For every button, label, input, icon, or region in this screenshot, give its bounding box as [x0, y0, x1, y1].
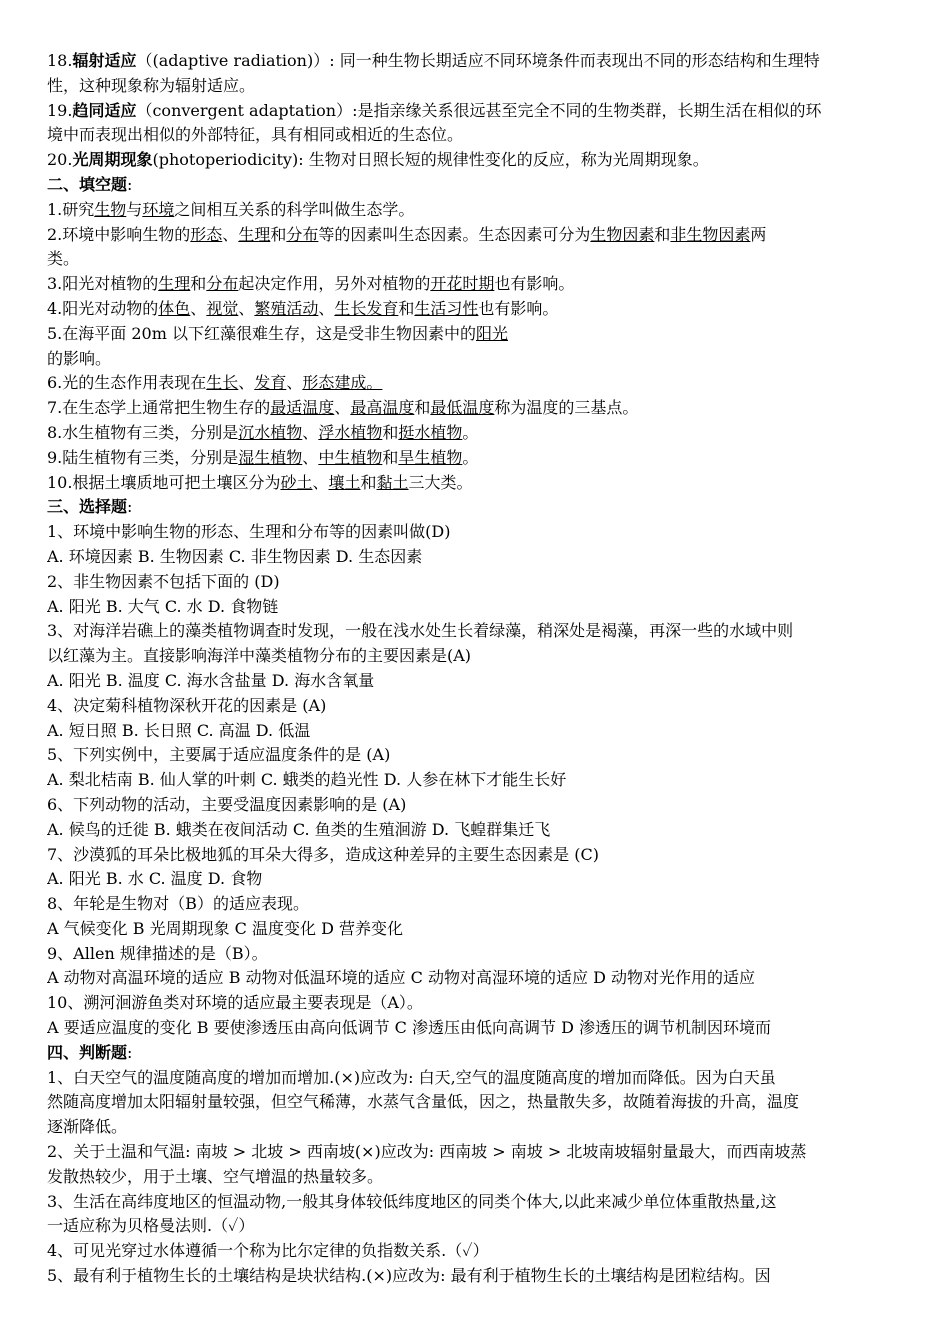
text-line — [47, 198, 906, 223]
text-segment: 性，这种现象称为辐射适应。 — [47, 75, 256, 95]
text-segment: 1、白天空气的温度随高度的增加而增加.(×)应改为: 白天,空气的温度随高度的增加而降低。因为白天虽 — [47, 1067, 776, 1087]
underlined-answer: 旱生植物 — [398, 447, 463, 467]
text-segment: 和 — [382, 447, 399, 467]
underlined-answer: 生理 — [238, 224, 271, 244]
text-line — [47, 1214, 906, 1239]
text-segment: 、 — [238, 373, 255, 393]
underlined-answer: 生活习性 — [414, 298, 479, 318]
underlined-answer: 。 — [366, 373, 383, 393]
text-segment: 起决定作用，另外对植物的 — [238, 274, 431, 294]
text-segment: 称为温度的三基点。 — [494, 398, 639, 418]
text-line — [47, 843, 906, 868]
text-line — [47, 694, 906, 719]
text-segment: 5、最有利于植物生长的土壤结构是块状结构.(×)应改为: 最有利于植物生长的土壤结构是团粒结构。因 — [47, 1266, 771, 1286]
underlined-answer: 分布 — [286, 224, 319, 244]
underlined-answer: 生长 — [206, 373, 239, 393]
text-segment: A. 阳光 B. 温度 C. 海水含盐量 D. 海水含氧量 — [47, 670, 375, 690]
text-line — [47, 892, 906, 917]
text-segment: 和 — [382, 422, 399, 442]
text-segment: : — [127, 174, 133, 194]
text-segment: A. 候鸟的迁徙 B. 蛾类在夜间活动 C. 鱼类的生殖洄游 D. 飞蝗群集迁飞 — [47, 819, 551, 839]
text-segment: 1、环境中影响生物的形态、生理和分布等的因素叫做(D) — [47, 522, 451, 542]
text-segment: 2、关于土温和气温: 南坡 > 北坡 > 西南坡(×)应改为: 西南坡 > 南坡 > 北坡南坡辐射量最大，而西南坡蒸 — [47, 1142, 807, 1162]
underlined-answer: 最高温度 — [350, 398, 415, 418]
text-segment: 境中而表现出相似的外部特征，具有相同或相近的生态位。 — [47, 125, 464, 145]
text-line — [47, 1115, 906, 1140]
bold-term: 辐射适应 — [72, 51, 137, 70]
text-segment: 两 — [750, 224, 767, 244]
underlined-answer: 开花时期 — [430, 274, 495, 294]
bold-term: 二、填空题 — [47, 174, 128, 194]
text-segment: 和 — [360, 472, 377, 492]
text-segment: 、 — [312, 472, 329, 492]
bold-term: 三、选择题 — [47, 497, 128, 517]
text-segment: 一适应称为贝格曼法则.（✓） — [47, 1216, 255, 1236]
text-segment: 、 — [238, 298, 255, 318]
text-segment: 3.阳光对植物的 — [47, 274, 159, 294]
text-line — [47, 1264, 906, 1289]
bold-term: 趋同适应 — [72, 100, 137, 120]
text-line — [47, 966, 906, 991]
underlined-answer: 视觉 — [206, 298, 239, 318]
text-segment: 以红藻为主。直接影响海洋中藻类植物分布的主要因素是(A) — [47, 646, 472, 666]
text-line — [47, 347, 906, 372]
text-line — [47, 1041, 906, 1066]
text-segment: 与 — [126, 199, 143, 219]
underlined-answer: 生理 — [158, 274, 191, 294]
text-segment: （convergent adaptation）:是指亲缘关系很远甚至完全不同的生物类群，长期生活在相似的环 — [136, 100, 822, 120]
text-line — [47, 1090, 906, 1115]
text-line — [47, 743, 906, 768]
text-line — [47, 74, 906, 99]
underlined-answer: 挺水植物 — [398, 422, 463, 442]
underlined-answer: 生物 — [94, 199, 127, 219]
text-segment: 也有影响。 — [478, 298, 559, 318]
underlined-answer: 砂土 — [280, 472, 313, 492]
underlined-answer: 沉水植物 — [238, 422, 303, 442]
text-line — [47, 520, 906, 545]
text-segment: 然随高度增加太阳辐射量较强，但空气稀薄，水蒸气含量低，因之，热量散失多，故随着海拔的升高，温度 — [47, 1092, 800, 1112]
text-segment: 、 — [318, 298, 335, 318]
underlined-answer: 体色 — [158, 298, 191, 318]
text-segment: 、 — [222, 224, 239, 244]
text-segment: 。 — [462, 447, 479, 467]
text-line — [47, 942, 906, 967]
text-line — [47, 768, 906, 793]
text-segment: 、 — [190, 298, 207, 318]
text-segment: A. 短日照 B. 长日照 C. 高温 D. 低温 — [47, 720, 311, 740]
text-line — [47, 595, 906, 620]
text-line — [47, 99, 906, 124]
text-segment: 5、下列实例中，主要属于适应温度条件的是 (A) — [47, 745, 391, 765]
text-line — [47, 471, 906, 496]
text-line — [47, 495, 906, 520]
text-line — [47, 991, 906, 1016]
text-segment: A 动物对高温环境的适应 B 动物对低温环境的适应 C 动物对高湿环境的适应 D 动物对光作用的适应 — [47, 968, 755, 988]
underlined-answer: 浮水植物 — [318, 422, 383, 442]
bold-term: 四、判断题 — [47, 1042, 128, 1062]
text-segment: 6.光的生态作用表现在 — [47, 373, 207, 393]
text-segment: 10、溯河洄游鱼类对环境的适应最主要表现是（A）。 — [47, 993, 423, 1013]
underlined-answer: 最低温度 — [430, 398, 495, 418]
text-segment: 和 — [398, 298, 415, 318]
text-line — [47, 1190, 906, 1215]
text-line — [47, 371, 906, 396]
text-segment: 的影响。 — [47, 348, 112, 368]
text-segment: A 气候变化 B 光周期现象 C 温度变化 D 营养变化 — [47, 918, 403, 938]
underlined-answer: 黏土 — [376, 472, 409, 492]
text-line — [47, 1016, 906, 1041]
text-line — [47, 421, 906, 446]
text-segment: 19. — [47, 100, 73, 120]
text-segment: 和 — [190, 274, 207, 294]
text-line — [47, 917, 906, 942]
text-segment: 4、决定菊科植物深秋开花的因素是 (A) — [47, 695, 327, 715]
text-segment: A. 环境因素 B. 生物因素 C. 非生物因素 D. 生态因素 — [47, 546, 423, 566]
text-segment: 1.研究 — [47, 199, 95, 219]
text-line — [47, 247, 906, 272]
text-segment: 和 — [414, 398, 431, 418]
text-segment: 三大类。 — [408, 472, 473, 492]
underlined-answer: 生物因素 — [590, 224, 655, 244]
text-segment: 9.陆生植物有三类，分别是 — [47, 447, 239, 467]
text-line — [47, 446, 906, 471]
text-segment: 。 — [462, 422, 479, 442]
text-line — [47, 1140, 906, 1165]
text-segment: (photoperiodicity): 生物对日照长短的规律性变化的反应，称为光周期现象。 — [152, 150, 709, 170]
text-line — [47, 669, 906, 694]
underlined-answer: 非生物因素 — [670, 224, 751, 244]
underlined-answer: 形态 — [190, 224, 223, 244]
text-segment: 3、对海洋岩礁上的藻类植物调查时发现，一般在浅水处生长着绿藻，稍深处是褐藻，再深一些的水域中则 — [47, 621, 794, 641]
text-segment: 3、生活在高纬度地区的恒温动物,一般其身体较低纬度地区的同类个体大,以此来减少单位体重散热量,这 — [47, 1191, 777, 1211]
text-segment: A. 阳光 B. 水 C. 温度 D. 食物 — [47, 869, 263, 889]
underlined-answer: 环境 — [142, 199, 175, 219]
underlined-answer: 形态建成 — [302, 373, 367, 393]
text-segment: 和 — [270, 224, 287, 244]
text-line — [47, 644, 906, 669]
text-segment: 也有影响。 — [494, 274, 575, 294]
text-segment: 和 — [654, 224, 671, 244]
text-line — [47, 818, 906, 843]
text-segment: 4、可见光穿过水体遵循一个称为比尔定律的负指数关系.（✓） — [47, 1241, 489, 1261]
text-segment: 7.在生态学上通常把生物生存的 — [47, 398, 271, 418]
text-segment: : — [127, 1042, 133, 1062]
text-line — [47, 272, 906, 297]
text-line — [47, 1165, 906, 1190]
text-segment: （(adaptive radiation)）: 同一种生物长期适应不同环境条件而表现出不同的形态结构和生理特 — [136, 51, 820, 70]
text-segment: 、 — [286, 373, 303, 393]
text-segment: 9、Allen 规律描述的是（B）。 — [47, 943, 268, 963]
underlined-answer: 生长发育 — [334, 298, 399, 318]
text-segment: 、 — [302, 422, 319, 442]
text-segment: A. 梨北桔南 B. 仙人掌的叶刺 C. 蛾类的趋光性 D. 人参在林下才能生长好 — [47, 770, 567, 790]
text-line — [47, 545, 906, 570]
underlined-answer: 繁殖活动 — [254, 298, 319, 318]
text-segment: 、 — [302, 447, 319, 467]
text-segment: 5.在海平面 20m 以下红藻很难生存，这是受非生物因素中的 — [47, 323, 476, 343]
text-line — [47, 173, 906, 198]
text-segment: 2.环境中影响生物的 — [47, 224, 191, 244]
text-line — [47, 1239, 906, 1264]
text-segment: 10.根据土壤质地可把土壤区分为 — [47, 472, 281, 492]
underlined-answer: 中生植物 — [318, 447, 383, 467]
text-segment: 20. — [47, 150, 73, 170]
bold-term: 光周期现象 — [72, 150, 153, 170]
text-line — [47, 297, 906, 322]
text-segment: 2、非生物因素不包括下面的 (D) — [47, 571, 280, 591]
text-segment: 逐渐降低。 — [47, 1117, 128, 1137]
text-line — [47, 1066, 906, 1091]
text-segment: 8.水生植物有三类，分别是 — [47, 422, 239, 442]
underlined-answer: 壤土 — [328, 472, 361, 492]
underlined-answer: 分布 — [206, 274, 239, 294]
text-line — [47, 49, 906, 74]
text-line — [47, 223, 906, 248]
text-segment: 4.阳光对动物的 — [47, 298, 159, 318]
text-segment: 8、年轮是生物对（B）的适应表现。 — [47, 894, 309, 914]
text-line — [47, 148, 906, 173]
text-segment: 类。 — [47, 249, 80, 269]
text-line — [47, 123, 906, 148]
text-segment: 发散热较少，用于土壤、空气增温的热量较多。 — [47, 1166, 384, 1186]
text-line — [47, 719, 906, 744]
underlined-answer: 最适温度 — [270, 398, 335, 418]
underlined-answer: 湿生植物 — [238, 447, 303, 467]
text-line — [47, 396, 906, 421]
text-line — [47, 867, 906, 892]
text-line — [47, 570, 906, 595]
text-segment: 之间相互关系的科学叫做生态学。 — [174, 199, 415, 219]
text-line — [47, 322, 906, 347]
underlined-answer: 发育 — [254, 373, 287, 393]
text-segment: 等的因素叫生态因素。生态因素可分为 — [318, 224, 591, 244]
text-line — [47, 793, 906, 818]
text-segment: A. 阳光 B. 大气 C. 水 D. 食物链 — [47, 596, 279, 616]
text-segment: : — [127, 497, 133, 517]
text-line — [47, 619, 906, 644]
text-segment: 18. — [47, 51, 73, 70]
text-segment: 6、下列动物的活动，主要受温度因素影响的是 (A) — [47, 794, 407, 814]
text-segment: 7、沙漠狐的耳朵比极地狐的耳朵大得多，造成这种差异的主要生态因素是 (C) — [47, 844, 599, 864]
underlined-answer: 阳光 — [475, 323, 508, 343]
text-segment: 、 — [334, 398, 351, 418]
text-segment: A 要适应温度的变化 B 要使渗透压由高向低调节 C 渗透压由低向高调节 D 渗透压的调节机制因环境而 — [47, 1018, 771, 1038]
